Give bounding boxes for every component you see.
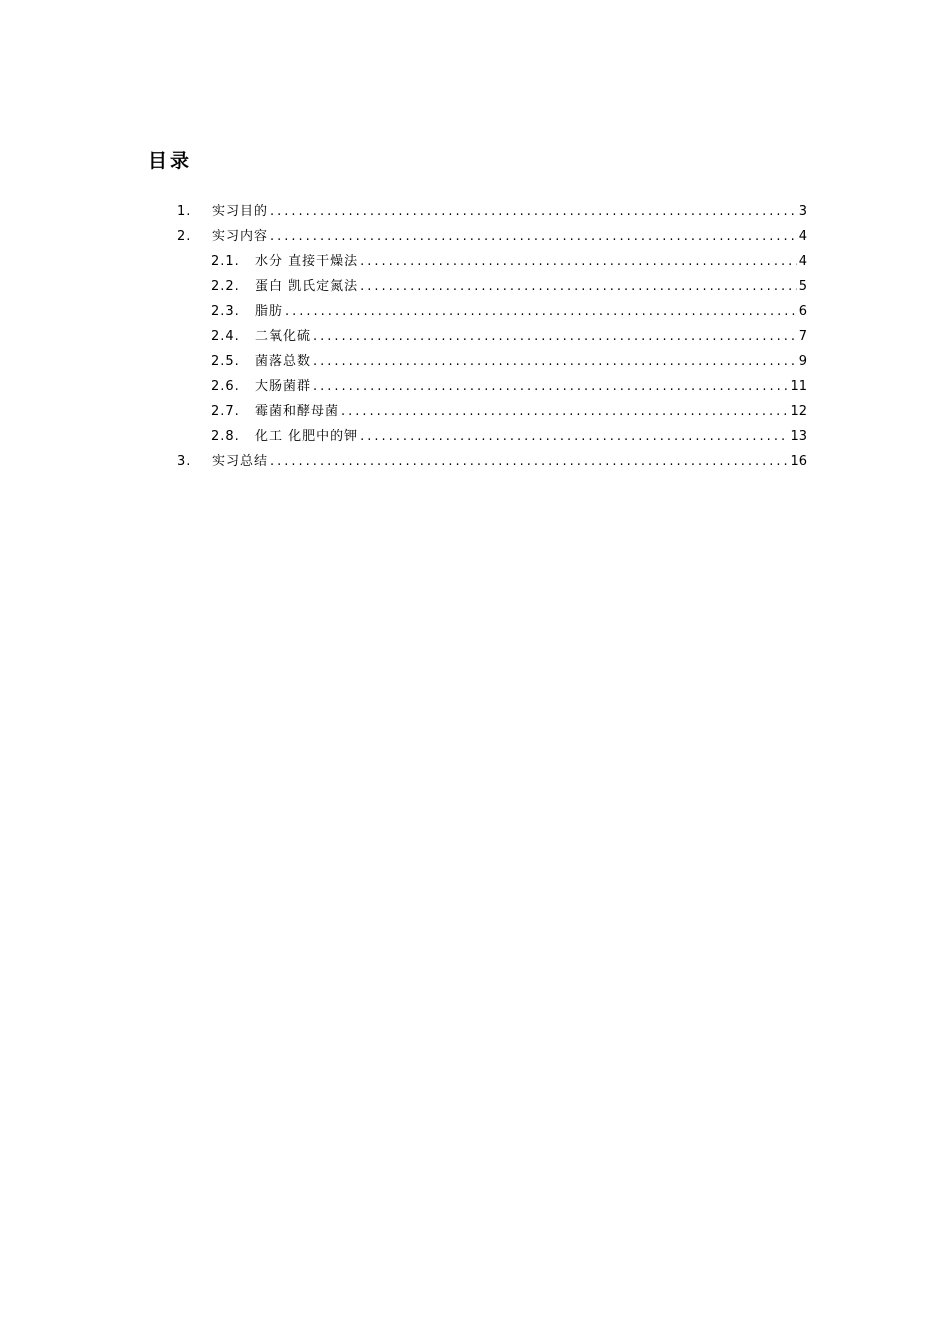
toc-entry-page: 4	[798, 229, 807, 244]
toc-entry-text: 水分 直接干燥法	[255, 254, 359, 269]
toc-entry[interactable]	[177, 200, 807, 224]
toc-entry-text: 菌落总数	[255, 354, 312, 369]
toc-entry[interactable]	[211, 250, 807, 274]
toc-entry[interactable]	[211, 375, 807, 399]
toc-entry-page: 9	[798, 354, 807, 369]
toc-entry[interactable]	[177, 225, 807, 249]
toc-entry-number: 1.	[177, 204, 192, 219]
toc-entry-number: 2.5.	[211, 354, 240, 369]
toc-entry-text: 实习目的	[212, 204, 269, 219]
toc-entry-page: 13	[790, 429, 807, 444]
toc-entry[interactable]	[211, 300, 807, 324]
toc-entry-text: 蛋白 凯氏定氮法	[255, 279, 359, 294]
toc-leader-dots	[313, 354, 797, 369]
toc-entry-page: 11	[790, 379, 807, 394]
toc-entry-text: 脂肪	[255, 304, 284, 319]
toc-entry[interactable]	[211, 350, 807, 374]
toc-entry-number: 2.	[177, 229, 192, 244]
toc-entry-page: 16	[790, 454, 807, 469]
toc-entry-number: 3.	[177, 454, 192, 469]
toc-leader-dots	[313, 329, 797, 344]
toc-entry-number: 2.7.	[211, 404, 240, 419]
toc-entry-page: 5	[798, 279, 807, 294]
toc-entry-number: 2.2.	[211, 279, 240, 294]
toc-leader-dots	[270, 454, 788, 469]
toc-entry-page: 3	[798, 204, 807, 219]
toc-leader-dots	[313, 379, 788, 394]
toc-entry-text: 实习总结	[212, 454, 269, 469]
toc-entry-number: 2.4.	[211, 329, 240, 344]
toc-entry-page: 7	[798, 329, 807, 344]
toc-entry-page: 12	[790, 404, 807, 419]
toc-leader-dots	[285, 304, 797, 319]
toc-entry-number: 2.8.	[211, 429, 240, 444]
toc-entry[interactable]	[211, 325, 807, 349]
toc-entry-number: 2.3.	[211, 304, 240, 319]
toc-entry[interactable]	[211, 400, 807, 424]
toc-title: 目录	[148, 150, 193, 172]
toc-entry-page: 6	[798, 304, 807, 319]
toc-entry[interactable]	[211, 275, 807, 299]
toc-leader-dots	[341, 404, 788, 419]
toc-entry[interactable]	[177, 450, 807, 474]
toc-entry-page: 4	[798, 254, 807, 269]
toc-leader-dots	[270, 229, 797, 244]
toc-entry-number: 2.6.	[211, 379, 240, 394]
toc-entry-text: 实习内容	[212, 229, 269, 244]
toc-entry-text: 二氧化硫	[255, 329, 312, 344]
toc-leader-dots	[270, 204, 797, 219]
toc-leader-dots	[360, 429, 788, 444]
toc-leader-dots	[360, 279, 797, 294]
toc-entry-text: 霉菌和酵母菌	[255, 404, 340, 419]
toc-entry-number: 2.1.	[211, 254, 240, 269]
toc-leader-dots	[360, 254, 797, 269]
toc-entry[interactable]	[211, 425, 807, 449]
toc-entry-text: 化工 化肥中的钾	[255, 429, 359, 444]
toc-entry-text: 大肠菌群	[255, 379, 312, 394]
